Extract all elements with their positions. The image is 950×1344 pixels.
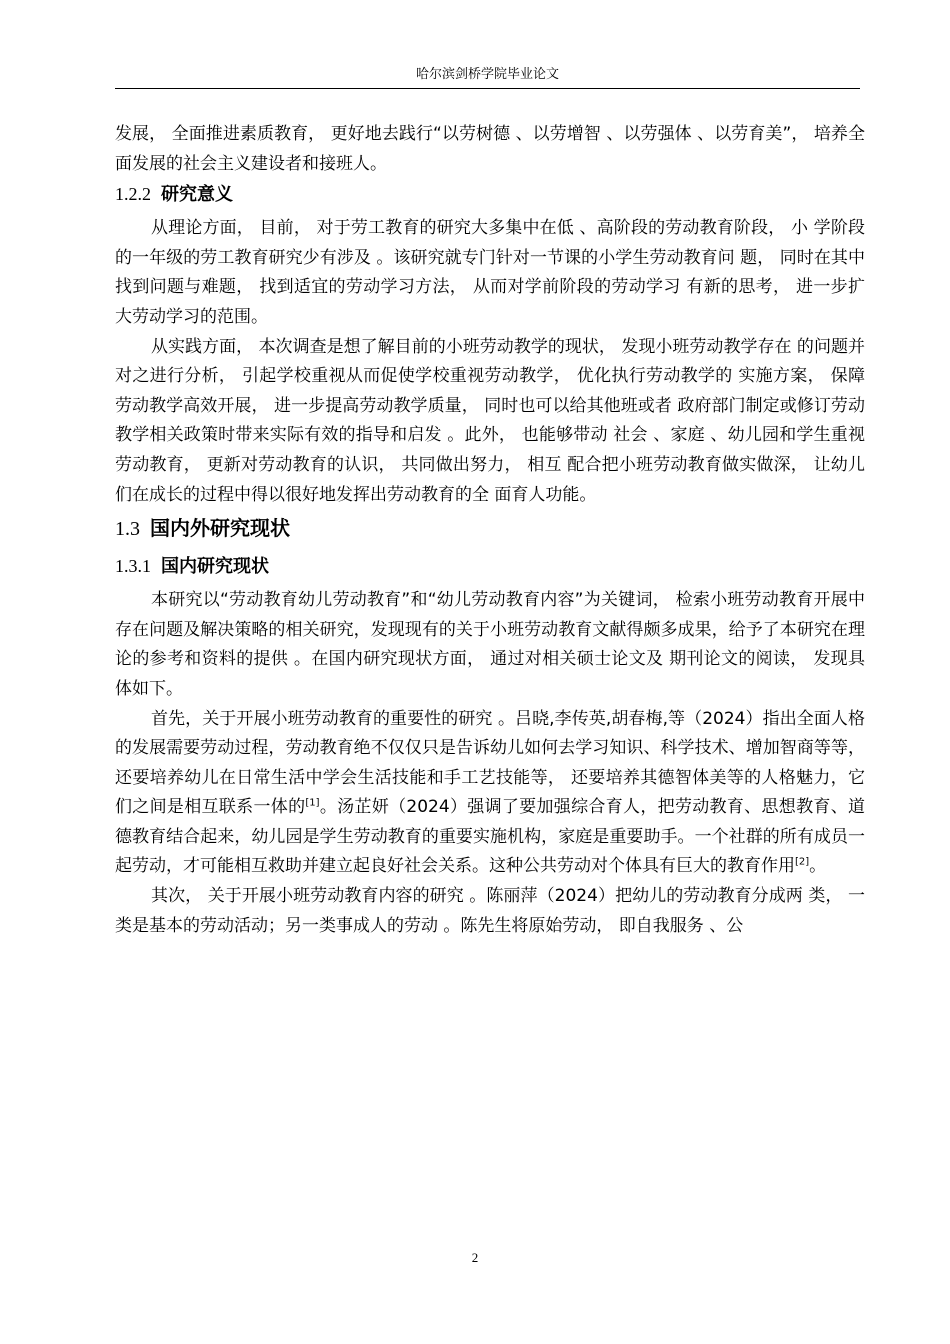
section-number: 1.2.2 — [115, 184, 151, 205]
paragraph-content: 其次， 关于开展小班劳动教育内容的研究 。陈丽萍（2024）把幼儿的劳动教育分成两 类， 一类是基本的劳动活动；另一类事成人的劳动 。陈先生将原始劳动， 即自我服务 、公 — [115, 886, 865, 936]
section-title: 国内外研究现状 — [150, 516, 290, 541]
section-number: 1.3.1 — [115, 556, 151, 577]
paragraph-text: 首先，关于开展小班劳动教育的重要性的研究 。吕晓,李传英,胡春梅,等（2024）指出全面人格的发展需要劳动过程，劳动教育绝不仅仅只是告诉幼儿如何去学习知识、科学技术、增加智商等等， 还要培养幼儿在日常生活中学会生活技能和手工艺技能等， 还要培养其德智体美等的人格魅力，它们之间是相互联系一体的 — [115, 708, 865, 818]
paragraph-importance — [115, 705, 865, 883]
section-heading-1-3-1 — [115, 551, 865, 586]
section-heading-1-3 — [115, 510, 865, 551]
section-title: 研究意义 — [161, 184, 233, 206]
document-body — [115, 120, 865, 941]
paragraph-keywords: 本研究以“劳动教育幼儿劳动教育”和“幼儿劳动教育内容”为关键词， 检索小班劳动教育开展中存在问题及解决策略的相关研究，发现现有的关于小班劳动教育文献得颇多成果，给予了本研究在理论的参考和资料的提供 。在国内研究现状方面， 通过对相关硕士论文及 期刊论文的阅读， 发现具体如下。 — [115, 590, 865, 699]
section-heading-1-2-2 — [115, 179, 865, 214]
citation-1: [1] — [305, 797, 320, 809]
section-number: 1.3 — [115, 518, 140, 541]
paragraph-theory: 从理论方面， 目前， 对于劳工教育的研究大多集中在低 、高阶段的劳动教育阶段， 小 学阶段的一年级的劳工教育研究少有涉及 。该研究就专门针对一节课的小学生劳动教育问 题， 同时在其中找到问题与难题， 找到适宜的劳动学习方法， 从而对学前阶段的劳动学习 有新的思考， 进一步扩大劳动学习的范围。 — [115, 218, 865, 327]
paragraph-text: 。汤芷妍（2024）强调了要加强综合育人，把劳动教育、思想教育、道德教育结合起来，幼儿园是学生劳动教育的重要实施机构，家庭是重要助手。一个社群的所有成员一起劳动，才可能相互救助并建立起良好社会关系。这种公共劳动对个体具有巨大的教育作用 — [115, 797, 866, 877]
header-rule — [115, 88, 860, 89]
paragraph-practice: 从实践方面， 本次调查是想了解目前的小班劳动教学的现状， 发现小班劳动教学存在 的问题并对之进行分析， 引起学校重视从而促使学校重视劳动教学， 优化执行劳动教学的 实施方案， 保障劳动教学高效开展， 进一步提高劳动教学质量， 同时也可以给其他班或者 政府部门制定或修订劳动教学相关政策时带来实际有效的指导和启发 。此外， 也能够带动 社会 、家庭 、幼儿园和学生重视劳动教育， 更新对劳动教育的认识， 共同做出努力， 相互 配合把小班劳动教育做实做深， 让幼儿们在成长的过程中得以很好地发挥出劳动教育的全 面育人功能。 — [115, 336, 865, 505]
page-header: 哈尔滨剑桥学院毕业论文 — [415, 67, 559, 82]
page-number: 2 — [471, 1250, 479, 1265]
paragraph-continuation: 发展， 全面推进素质教育， 更好地去践行“以劳树德 、以劳增智 、以劳强体 、以劳育美”， 培养全面发展的社会主义建设者和接班人。 — [115, 124, 865, 174]
citation-2: [2] — [795, 856, 810, 868]
paragraph-text: 。 — [809, 856, 827, 877]
section-title: 国内研究现状 — [161, 556, 269, 578]
